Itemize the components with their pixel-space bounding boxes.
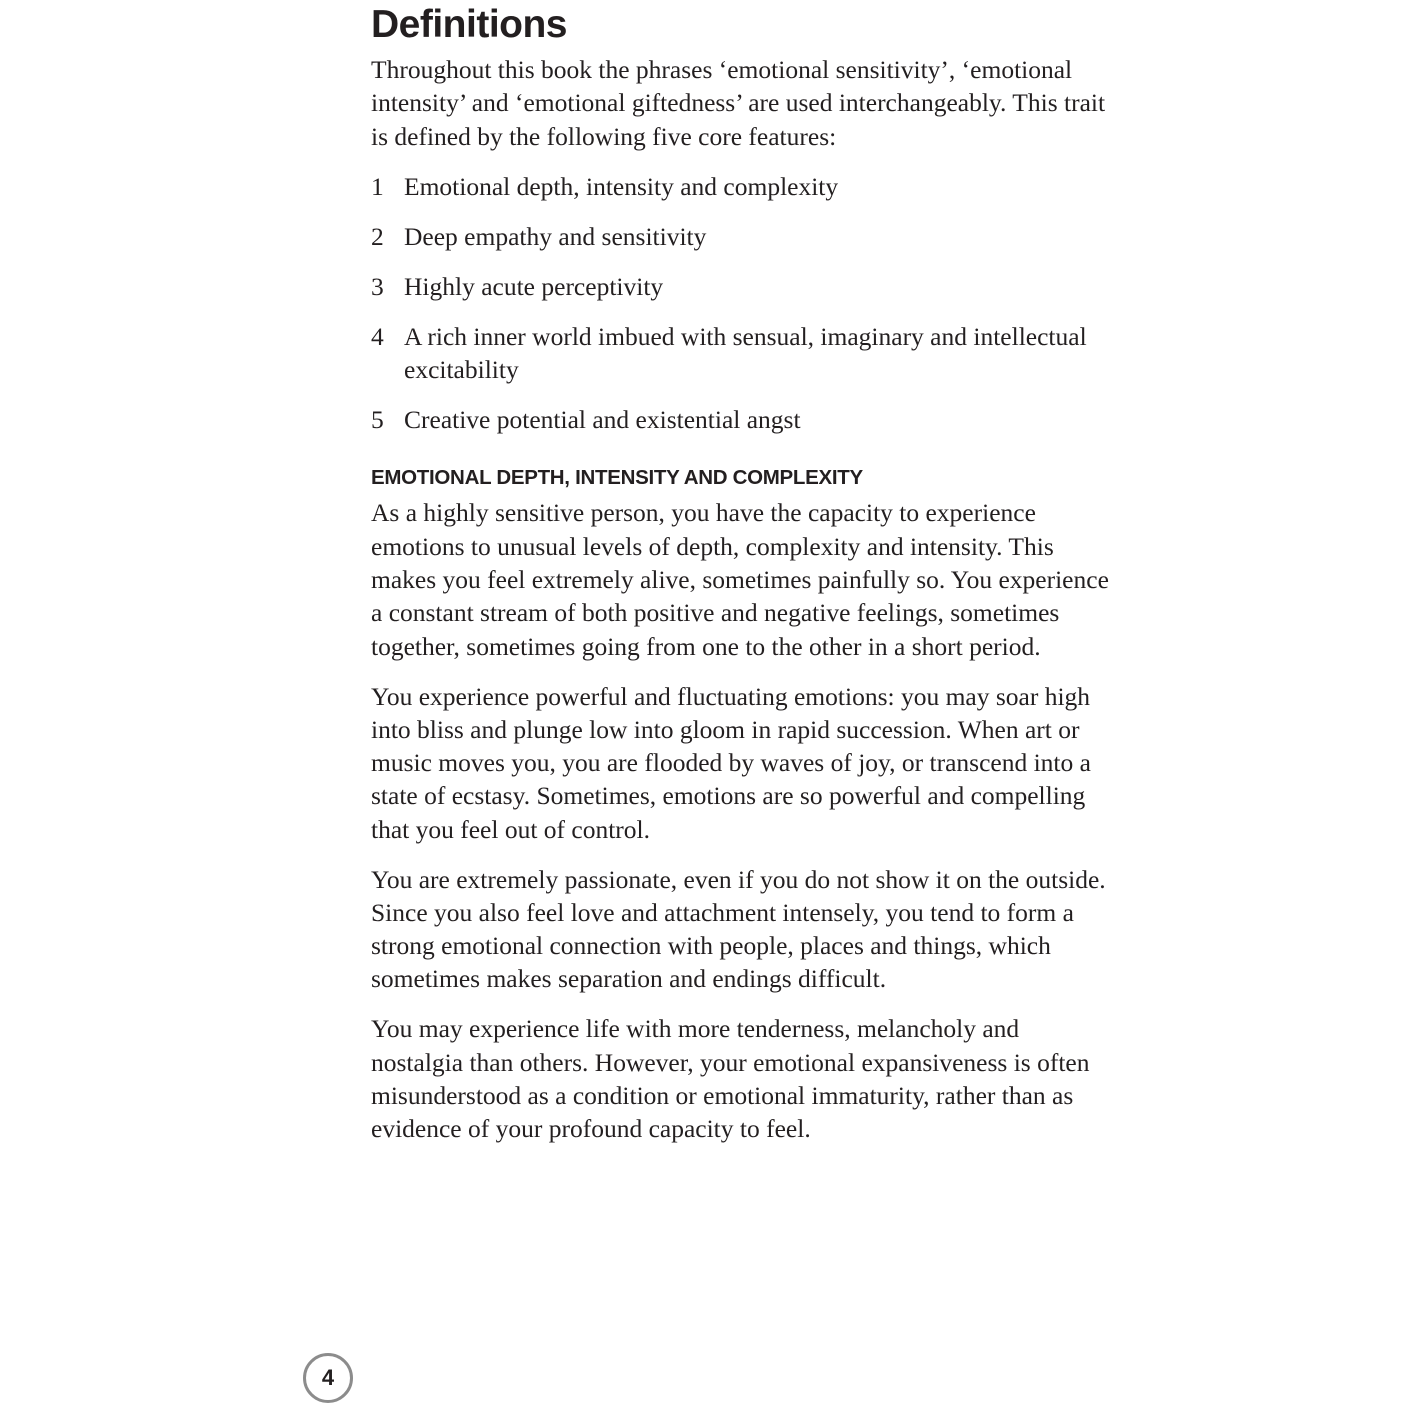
list-item-number: 4	[371, 321, 384, 351]
list-item-text: A rich inner world imbued with sensual, imaginary and intellectual excitability	[404, 321, 1087, 385]
feature-list	[371, 170, 1111, 437]
list-item-number: 2	[371, 221, 384, 251]
body-paragraph: You are extremely passionate, even if you do not show it on the outside. Since you also feel love and attachment intensely, you tend to form a strong emotional connection with people, places and things, which sometimes makes separation and endings difficult.	[371, 864, 1106, 994]
section-heading: EMOTIONAL DEPTH, INTENSITY AND COMPLEXITY	[371, 466, 863, 490]
body-paragraph: You may experience life with more tenderness, melancholy and nostalgia than others. However, your emotional expansiveness is often misunderstood as a condition or emotional immaturity, rather than as evidence of your profound capacity to feel.	[371, 1014, 1090, 1144]
intro-paragraph: Throughout this book the phrases ‘emotional sensitivity’, ‘emotional intensity’ and ‘emotional giftedness’ are used interchangeably. This trait is defined by the following five core features:	[371, 55, 1106, 151]
list-item-number: 5	[371, 405, 384, 435]
page-number: 4	[321, 1365, 335, 1390]
list-item	[371, 320, 1111, 387]
body-paragraph: As a highly sensitive person, you have the capacity to experience emotions to unusual levels of depth, complexity and intensity. This makes you feel extremely alive, sometimes painfully so. You experience a constant stream of both positive and negative feelings, sometimes together, sometimes going from one to the other in a short period.	[371, 498, 1109, 661]
page-number-badge	[303, 1353, 353, 1403]
list-item-text: Highly acute perceptivity	[404, 271, 664, 301]
list-item	[371, 270, 1111, 303]
page-content	[371, 0, 1111, 1162]
list-item	[371, 403, 1111, 436]
list-item-text: Emotional depth, intensity and complexity	[404, 171, 839, 201]
list-item-text: Deep empathy and sensitivity	[404, 221, 707, 251]
list-item	[371, 170, 1111, 203]
body-paragraph: You experience powerful and fluctuating emotions: you may soar high into bliss and plunge low into gloom in rapid succession. When art or music moves you, you are flooded by waves of joy, or transcend into a state of ecstasy. Sometimes, emotions are so powerful and compelling that you feel out of control.	[371, 681, 1091, 844]
list-item	[371, 220, 1111, 253]
page-title: Definitions	[371, 3, 567, 46]
list-item-text: Creative potential and existential angst	[404, 405, 801, 435]
list-item-number: 1	[371, 171, 384, 201]
list-item-number: 3	[371, 271, 384, 301]
